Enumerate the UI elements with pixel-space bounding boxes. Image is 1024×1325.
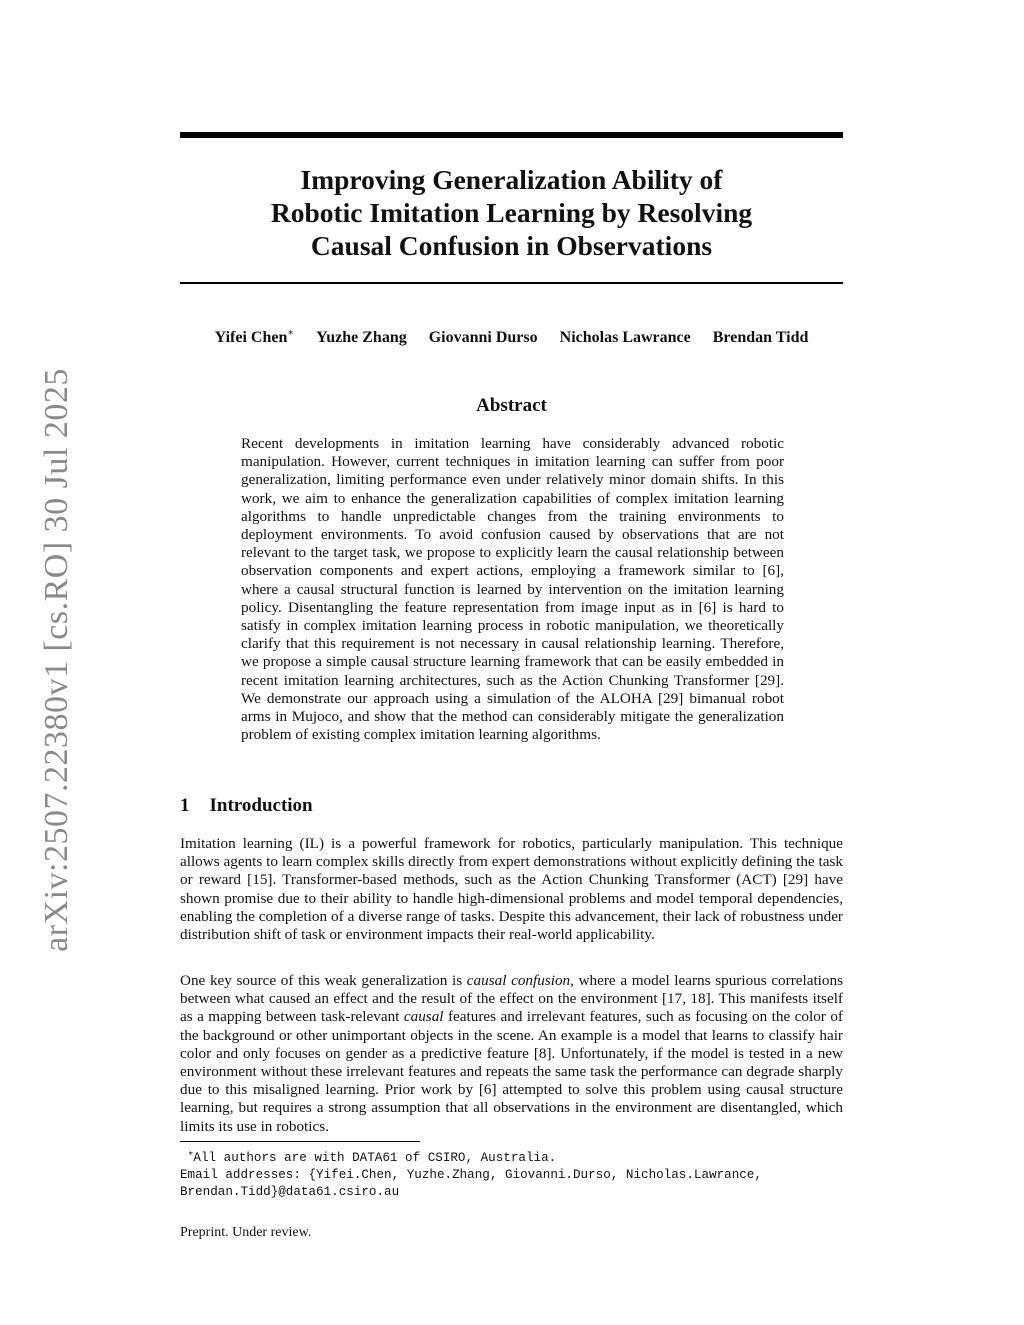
section-number: 1 — [180, 795, 190, 816]
title-top-rule — [180, 132, 843, 138]
author — [215, 329, 295, 346]
footnote-mark: ∗ — [287, 328, 295, 339]
title-bottom-rule — [180, 282, 843, 284]
intro-paragraph-2 — [180, 972, 843, 1136]
footnote-mark: ∗ — [188, 1149, 194, 1159]
title-line: Robotic Imitation Learning by Resolving — [270, 197, 753, 228]
author: Giovanni Durso — [428, 329, 538, 347]
footnote-rule — [180, 1141, 420, 1142]
footnote-line — [180, 1146, 843, 1167]
footnote-affiliation: All authors are with DATA61 of CSIRO, Australia. — [193, 1151, 557, 1166]
title-line: Improving Generalization Ability of — [300, 164, 723, 195]
preprint-note: Preprint. Under review. — [180, 1225, 312, 1240]
text-run: One key source of this weak generalization is — [180, 972, 467, 989]
author-name: Yifei Chen — [214, 329, 288, 347]
section-title: Introduction — [209, 795, 313, 816]
arxiv-identifier: arXiv:2507.22380v1 [cs.RO] 30 Jul 2025 — [38, 368, 75, 952]
arxiv-side-stamp — [37, 370, 77, 950]
section-heading — [180, 795, 313, 817]
author: Nicholas Lawrance — [559, 329, 691, 347]
author: Yuzhe Zhang — [316, 329, 407, 347]
paper-title — [180, 163, 843, 262]
intro-paragraph-1: Imitation learning (IL) is a powerful framework for robotics, particularly manipulation. This technique allows agents to learn complex skills directly from expert demonstrations without explicitly defining the task or reward [15]. Transformer-based methods, such as the Action Chunking Transformer (ACT) [29] have shown promise due to their ability to handle high-dimensional problems and model temporal dependencies, enabling the completion of a diverse range of tasks. Despite this advancement, their lack of robustness under distribution shift of task or environment impacts their real-world applicability. — [180, 835, 843, 944]
footnote — [180, 1146, 843, 1201]
author-list — [180, 328, 843, 347]
footnote-line: Brendan.Tidd}@data61.csiro.au — [180, 1185, 400, 1200]
title-line: Causal Confusion in Observations — [310, 230, 713, 261]
emphasis-term: causal — [403, 1008, 444, 1026]
text-run: features and irrelevant features, such as focusing on the color of the background or other unimportant objects in the scene. An example is a model that learns to classify hair color and only focuses on gender as a predictive feature [8]. Unfortunately, if the model is tested in a new environment without these irrelevant features and repeats the same task the performance can degrade sharply due to this misaligned learning. Prior work by [6] attempted to solve this problem using causal structure learning, but requires a strong assumption that all observations in the environment are disentangled, which limits its use in robotics. — [180, 1008, 843, 1135]
abstract-heading: Abstract — [476, 395, 547, 416]
abstract-text: Recent developments in imitation learning have considerably advanced robotic manipulation. However, current techniques in imitation learning can suffer from poor generalization, limiting performance even under relatively minor domain shifts. In this work, we aim to enhance the generalization capabilities of complex imitation learning algorithms to handle unpredictable changes from the training environments to deployment environments. To avoid confusion caused by observations that are not relevant to the target task, we propose to explicitly learn the causal relationship between observation components and expert actions, employing a framework similar to [6], where a causal structural function is learned by intervention on the imitation learning policy. Disentangling the feature representation from image input as in [6] is hard to satisfy in complex imitation learning process in robotic manipulation, we theoretically clarify that this requirement is not necessary in causal relationship learning. Therefore, we propose a simple causal structure learning framework that can be easily embedded in recent imitation learning architectures, such as the Action Chunking Transformer [29]. We demonstrate our approach using a simulation of the ALOHA [29] bimanual robot arms in Mujoco, and show that the method can considerably mitigate the generalization problem of existing complex imitation learning algorithms. — [241, 435, 784, 744]
footnote-line: Email addresses: {Yifei.Chen, Yuzhe.Zhang, Giovanni.Durso, Nicholas.Lawrance, — [180, 1168, 762, 1183]
author: Brendan Tidd — [712, 329, 809, 347]
emphasis-term: causal confusion — [466, 972, 571, 989]
text-run: , where a model learns spurious correlations between what caused an effect and the result of the effect on the environment [17, 18]. This manifests itself as a mapping between task-relevant — [180, 972, 844, 1026]
